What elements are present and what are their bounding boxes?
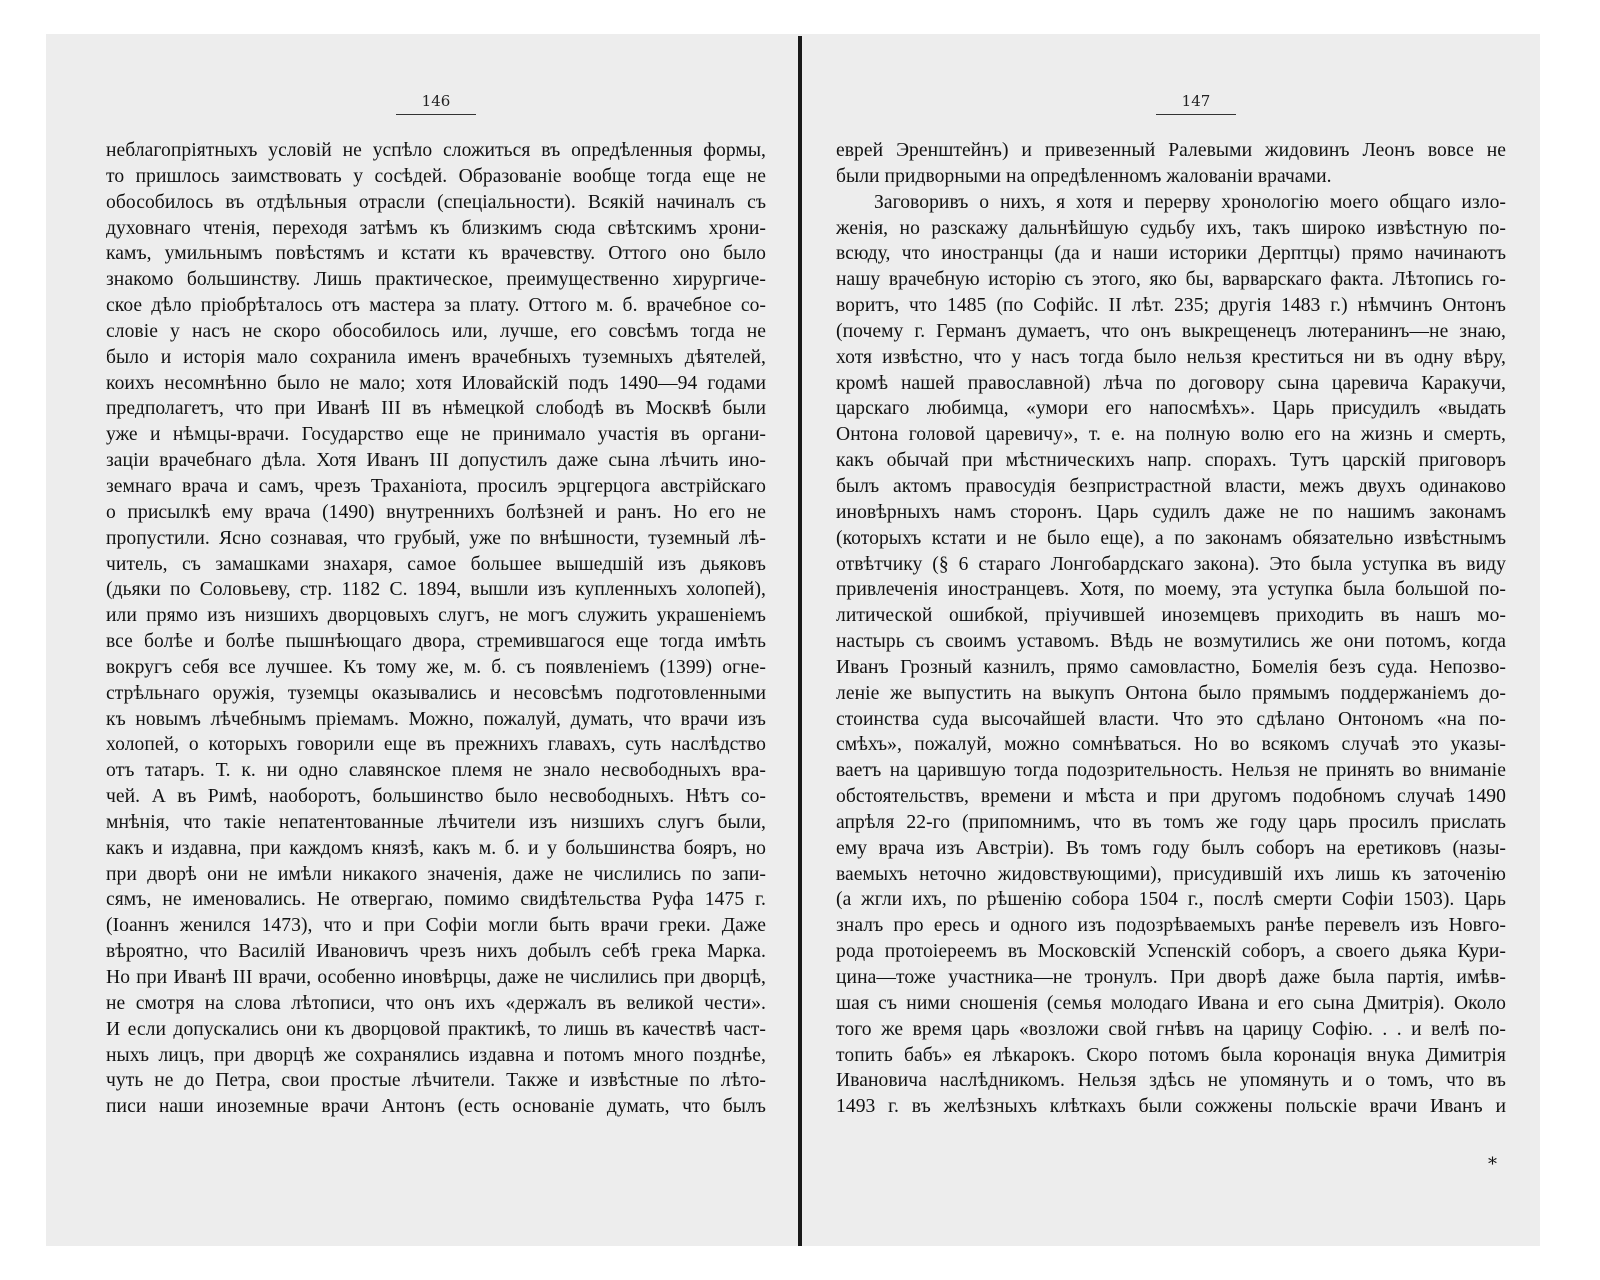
text-line: холопей, о которыхъ говорили еще въ прежнихъ главахъ, суть наслѣдство xyxy=(106,734,766,756)
book-spine xyxy=(798,36,802,1246)
text-line: отъ татаръ. Т. к. ни одно славянское племя не знало несвободныхъ вра- xyxy=(106,760,766,782)
text-line: писи наши иноземные врачи Антонъ (есть основаніе думать, что былъ xyxy=(106,1096,766,1118)
text-line: отвѣтчику (§ 6 стараго Лонгобардскаго закона). Это была уступка въ виду xyxy=(836,553,1506,575)
text-line: всюду, что иностранцы (да и наши историки Дерптцы) прямо начинаютъ xyxy=(836,243,1506,265)
footnote-mark: * xyxy=(1488,1154,1497,1175)
text-line: привлеченія иностранцевъ. Хотя, по моему, эта уступка была большой по- xyxy=(836,579,1506,601)
text-line: еврей Эренштейнъ) и привезенный Ралевыми жидовинъ Леонъ вовсе не xyxy=(836,140,1506,161)
text-line: И если допускались они къ дворцовой практикѣ, то лишь въ качествѣ част- xyxy=(106,1018,766,1040)
text-line: какъ и издавна, при каждомъ князѣ, какъ м. б. и у большинства бояръ, но xyxy=(106,837,766,859)
text-line: воритъ, что 1485 (по Софійс. II лѣт. 235; другія 1483 г.) нѣмчинъ Онтонъ xyxy=(836,295,1506,317)
text-line: (дьяки по Соловьеву, стр. 1182 С. 1894, вышли изъ купленныхъ холопей), xyxy=(106,579,766,601)
text-line: обстоятельствъ, времени и мѣста и при другомъ подобномъ случаѣ 1490 xyxy=(836,786,1506,808)
text-line: хотя извѣстно, что у насъ тогда было нельзя креститься ни въ одну вѣру, xyxy=(836,346,1506,368)
text-line: кромѣ нашей православной) лѣча по договору сына царевича Каракучи, xyxy=(836,372,1506,394)
text-line: духовнаго чтенія, переходя затѣмъ къ близкимъ сюда свѣтскимъ хрони- xyxy=(106,217,766,239)
text-line: (Іоаннъ женился 1473), что и при Софіи могли быть врачи греки. Даже xyxy=(106,915,766,937)
text-line: чей. А въ Римѣ, наоборотъ, большинство было несвободныхъ. Нѣтъ со- xyxy=(106,786,766,808)
text-line: все болѣе и болѣе пышнѣющаго двора, стремившагося еще тогда имѣть xyxy=(106,631,766,653)
text-line: или прямо изъ низшихъ дворцовыхъ слугъ, не могъ служить украшеніемъ xyxy=(106,605,766,627)
text-line: земнаго врача и самъ, чрезъ Траханіота, просилъ эрцгерцога австрійскаго xyxy=(106,475,766,497)
text-line: ныхъ лицъ, при дворцѣ же сохранялись издавна и потомъ много позднѣе, xyxy=(106,1044,766,1066)
text-line: (почему г. Германъ думаетъ, что онъ выкрещенецъ лютеранинъ—не знаю, xyxy=(836,320,1506,342)
text-line: Ивановича наслѣдникомъ. Нельзя здѣсь не упомянуть и о томъ, что въ xyxy=(836,1070,1506,1092)
text-line: вѣроятно, что Василій Ивановичъ чрезъ нихъ добылъ себѣ грека Марка. xyxy=(106,941,766,963)
text-line: рода протоіереемъ въ Московскій Успенскій соборъ, а своего дьяка Кури- xyxy=(836,941,1506,963)
text-line: леніе же выпустить на выкупъ Онтона было прямымъ поддержаніемъ до- xyxy=(836,682,1506,704)
text-line: настырь съ своимъ уставомъ. Вѣдь не возмутились же они потомъ, когда xyxy=(836,631,1506,653)
text-line: предполагетъ, что при Иванѣ III въ нѣмецкой слободѣ въ Москвѣ были xyxy=(106,398,766,420)
text-line: царскаго любимца, «умори его напосмѣхъ». Царь присудилъ «выдать xyxy=(836,398,1506,420)
text-line: къ новымъ лѣчебнымъ пріемамъ. Можно, пожалуй, думать, что врачи изъ xyxy=(106,708,766,730)
text-line: Онтона головой царевичу», т. е. на полную волю его на жизнь и смерть, xyxy=(836,424,1506,446)
text-line: стрѣльнаго оружія, туземцы оказывались и несовсѣмъ подготовленными xyxy=(106,682,766,704)
page-number-right: 147 xyxy=(1156,92,1236,115)
text-line: стоинства суда высочайшей власти. Что это сдѣлано Онтономъ «на по- xyxy=(836,708,1506,730)
text-line: чуть не до Петра, свои простые лѣчители. Также и извѣстные по лѣто- xyxy=(106,1070,766,1092)
text-line: Иванъ Грозный казнилъ, прямо самовластно, Бомелія безъ суда. Непозво- xyxy=(836,656,1506,678)
text-line: то пришлось заимствовать у сосѣдей. Образованіе вообще тогда еще не xyxy=(106,165,766,187)
text-line: вокругъ себя все лучшее. Къ тому же, м. б. съ появленіемъ (1399) огне- xyxy=(106,656,766,678)
text-line: смѣхъ», пожалуй, можно сомнѣваться. Но во всякомъ случаѣ это указы- xyxy=(836,734,1506,756)
text-line: о присылкѣ ему врача (1490) внутреннихъ болѣзней и ранъ. Но его не xyxy=(106,501,766,523)
text-line: былъ актомъ правосудія безпристрастной власти, межъ двухъ одинаково xyxy=(836,475,1506,497)
text-line: мнѣнія, что такіе непатентованные лѣчители изъ низшихъ слугъ были, xyxy=(106,811,766,833)
text-line: топить бабъ» ея лѣкарокъ. Скоро потомъ была коронація внука Димитрія xyxy=(836,1044,1506,1066)
text-line: неблагопріятныхъ условій не успѣло сложиться въ опредѣленныя формы, xyxy=(106,140,766,161)
text-line: (которыхъ кстати и не было еще), а по законамъ обязательно извѣстнымъ xyxy=(836,527,1506,549)
text-line: ваемыхъ неточно жидовствующими), присудившій ихъ лишь къ заточенію xyxy=(836,863,1506,885)
text-line: коихъ несомнѣнно было не мало; хотя Иловайскій подъ 1490—94 годами xyxy=(106,372,766,394)
text-line: женія, но разскажу дальнѣйшую судьбу ихъ, такъ широко извѣстную по- xyxy=(836,217,1506,239)
text-line: Но при Иванѣ III врачи, особенно иновѣрцы, даже не числились при дворцѣ, xyxy=(106,967,766,988)
text-line: не смотря на слова лѣтописи, что онъ ихъ «держалъ въ великой чести». xyxy=(106,992,766,1014)
text-line: иновѣрныхъ намъ сторонъ. Царь судилъ даже не по нашимъ законамъ xyxy=(836,501,1506,523)
left-page-text xyxy=(106,138,766,1120)
text-line: 1493 г. въ желѣзныхъ клѣткахъ были сожжены польскіе врачи Иванъ и xyxy=(836,1096,1506,1118)
text-line: знакомо большинству. Лишь практическое, преимущественно хирургиче- xyxy=(106,269,766,291)
right-page xyxy=(806,34,1540,1246)
text-line: словіе у насъ не скоро обособилось или, лучше, его совсѣмъ тогда не xyxy=(106,320,766,342)
text-line: литической ошибкой, пріучившей иноземцевъ приходить въ нашъ мо- xyxy=(836,605,1506,627)
text-line: читель, съ замашками знахаря, самое большее вышедшій изъ дьяковъ xyxy=(106,553,766,575)
text-line: при дворѣ они не имѣли никакого значенія, даже не числились по запи- xyxy=(106,863,766,885)
text-line: нашу врачебную исторію съ этого, яко бы, варварскаго факта. Лѣтопись го- xyxy=(836,269,1506,291)
text-line: камъ, умильнымъ повѣстямъ и кстати къ врачевству. Оттого оно было xyxy=(106,243,766,265)
text-line: ему врача изъ Австріи). Въ томъ году былъ соборъ на еретиковъ (назы- xyxy=(836,837,1506,859)
text-line: шая съ ними сношенія (семья молодаго Ивана и его сына Дмитрія). Около xyxy=(836,992,1506,1014)
text-line: цина—тоже участника—не тронулъ. При дворѣ даже была партія, имѣв- xyxy=(836,967,1506,988)
text-line: какъ обычай при мѣстническихъ напр. спорахъ. Тутъ царскій приговоръ xyxy=(836,450,1506,472)
text-line: зналъ про ересь и одного изъ подозрѣваемыхъ ранѣе перевелъ изъ Новго- xyxy=(836,915,1506,937)
text-line: заціи врачебнаго дѣла. Хотя Иванъ III допустилъ даже сына лѣчить ино- xyxy=(106,450,766,472)
book-spread xyxy=(46,34,1540,1246)
text-line: пропустили. Ясно сознавая, что грубый, уже по внѣшности, туземный лѣ- xyxy=(106,527,766,549)
text-line: ское дѣло пріобрѣталось отъ мастера за плату. Оттого м. б. врачебное со- xyxy=(106,295,766,317)
text-line: ваетъ на царившую тогда подозрительность. Нельзя не принять во вниманіе xyxy=(836,760,1506,782)
text-line: уже и нѣмцы-врачи. Государство еще не принимало участія въ органи- xyxy=(106,424,766,446)
text-line: того же время царь «возложи свой гнѣвъ на царицу Софію. . . и велѣ по- xyxy=(836,1018,1506,1040)
text-line: (а жгли ихъ, по рѣшенію собора 1504 г., послѣ смерти Софіи 1503). Царь xyxy=(836,889,1506,911)
text-line: были придворными на опредѣленномъ жалованіи врачами. xyxy=(836,165,1332,187)
text-line: Заговоривъ о нихъ, я хотя и перерву хронологію моего общаго изло- xyxy=(874,191,1506,213)
text-line: обособилось въ отдѣльныя отрасли (спеціальности). Всякій начиналъ съ xyxy=(106,191,766,213)
text-line: апрѣля 22-го (припомнимъ, что въ томъ же году царь просилъ прислать xyxy=(836,811,1506,833)
left-page xyxy=(46,34,796,1246)
text-line: было и исторія мало сохранила именъ врачебныхъ туземныхъ дѣятелей, xyxy=(106,346,766,368)
right-page-text xyxy=(836,138,1506,1120)
text-line: сямъ, не именовались. Не отвергаю, помимо свидѣтельства Руфа 1475 г. xyxy=(106,889,766,911)
page-number-left: 146 xyxy=(396,92,476,115)
